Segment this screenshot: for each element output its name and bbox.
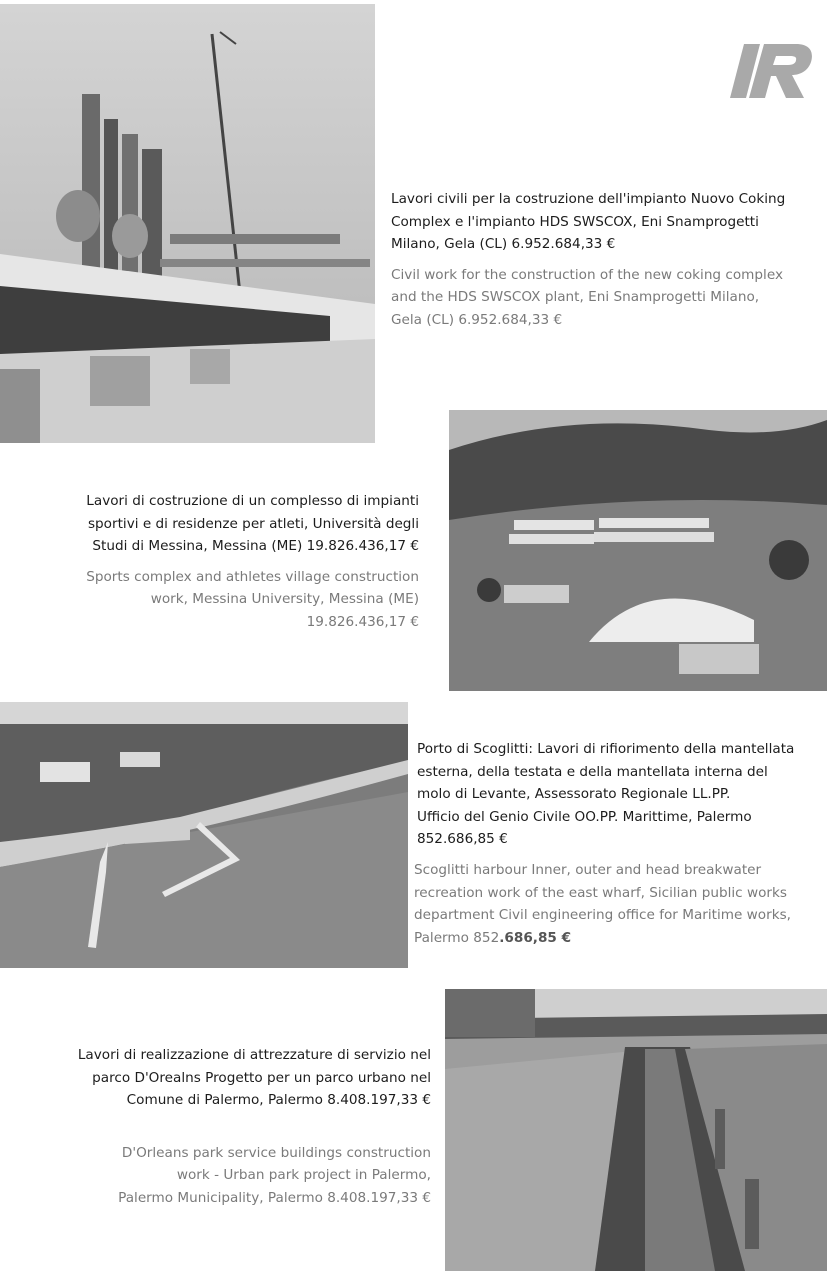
project-2-italian: Lavori di costruzione di un complesso di impianti sportivi e di residenze per atleti, Università degli Studi di Messina, Messina (ME) 19.826.436,17 € xyxy=(86,493,419,555)
project-3-english-main: Scoglitti harbour Inner, outer and head breakwater recreation work of the east wharf, Sicilian public works department Civil engineering office for Maritime works, Palermo 852 xyxy=(414,861,791,946)
project-1-italian: Lavori civili per la costruzione dell'impianto Nuovo Coking Complex e l'impianto HDS SWSCOX, Eni Snamprogetti Milano, Gela (CL) 6.952.684,33 € xyxy=(391,191,786,253)
project-1-english: Civil work for the construction of the new coking complex and the HDS SWSCOX plant, Eni Snamprogetti Milano, Gela (CL) 6.952.684,33 € xyxy=(391,266,783,328)
project-4-italian: Lavori di realizzazione di attrezzature di servizio nel parco D'Orealns Progetto per un parco urbano nel Comune di Palermo, Palermo 8.408.197,33 € xyxy=(77,1047,431,1109)
project-2-text xyxy=(40,490,419,634)
harbour-aerial-photo xyxy=(0,702,408,968)
park-construction-photo xyxy=(445,989,827,1271)
refinery-plant-photo xyxy=(0,4,375,443)
project-2-english: Sports complex and athletes village construction work, Messina University, Messina (ME) 19.826.436,17 € xyxy=(86,568,419,630)
project-4-text xyxy=(30,1044,431,1210)
project-3-english xyxy=(414,859,827,949)
project-4-english: D'Orleans park service buildings construction work - Urban park project in Palermo, Palermo Municipality, Palermo 8.408.197,33 € xyxy=(118,1144,431,1206)
project-3-italian: Porto di Scoglitti: Lavori di rifiorimento della mantellata esterna, della testata e della mantellata interna del molo di Levante, Assessorato Regionale LL.PP. Ufficio del Genio Civile OO.PP. Marittime, Palermo 852.686,85 € xyxy=(417,741,795,848)
project-3-text xyxy=(414,738,827,949)
project-1-text xyxy=(391,188,821,332)
sports-complex-photo xyxy=(449,410,827,691)
ir-company-logo-icon xyxy=(730,44,814,100)
project-3-english-amount: .686,85 € xyxy=(499,929,572,946)
